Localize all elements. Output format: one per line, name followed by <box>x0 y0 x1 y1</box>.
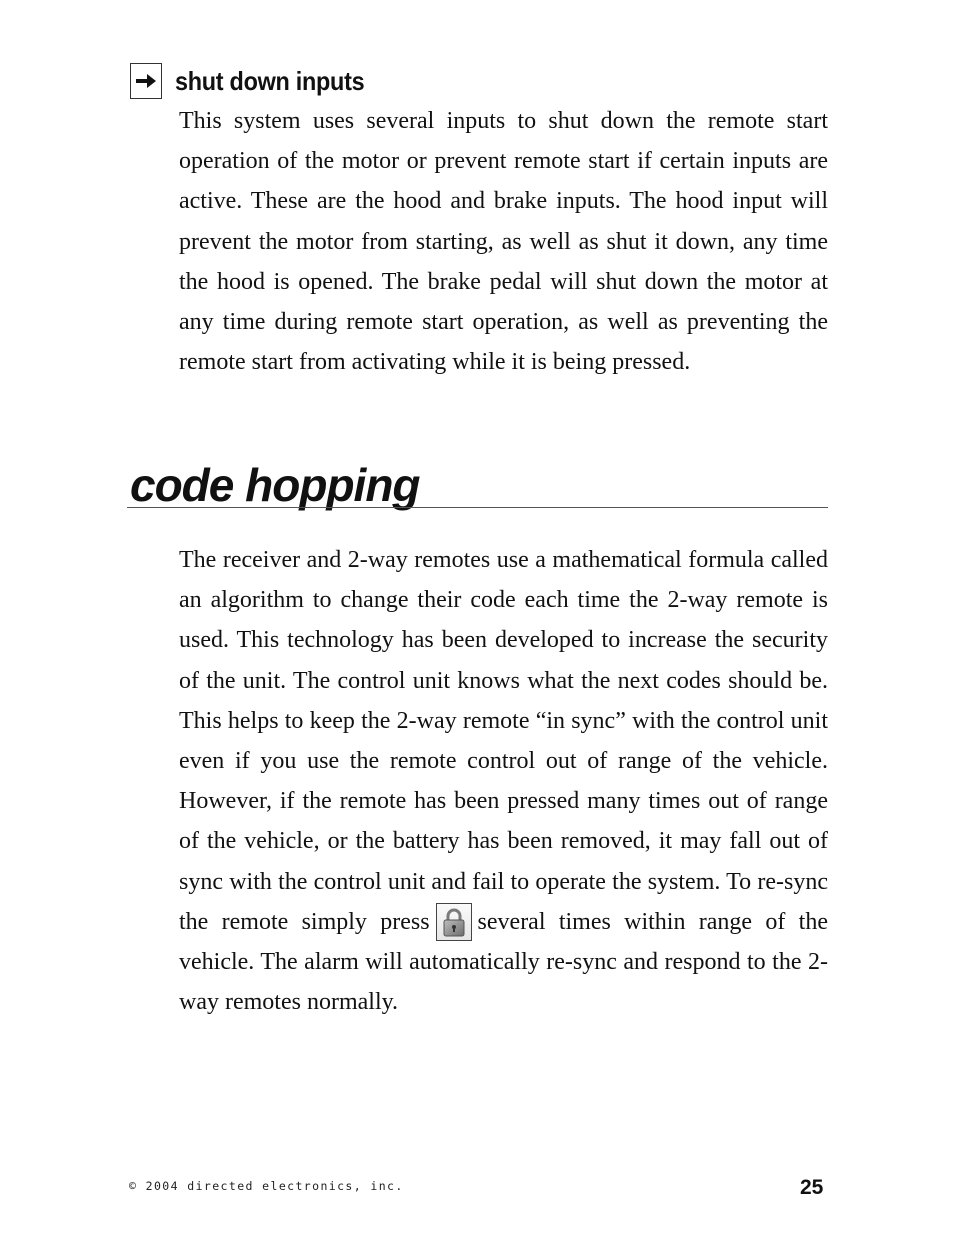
right-arrow-icon <box>130 63 162 99</box>
lock-button-icon <box>436 903 472 941</box>
shutdown-title: shut down inputs <box>175 65 365 96</box>
page-number: 25 <box>800 1176 824 1199</box>
shutdown-heading <box>130 61 385 101</box>
code-hopping-paragraph <box>179 540 828 1022</box>
code-hopping-text-part-1: The receiver and 2-way remotes use a mathematical formula called an algorithm to change their code each time the 2-way remote is used. This technology has been developed to increase the security of the unit. The control unit knows what the next codes should be. This helps to keep the 2-way remote “in sync” with the control unit even if you use the remote control out of range of the vehicle. However, if the remote has been pressed many times out of range of the vehicle, or the battery has been removed, it may fall out of sync with the control unit and fail to operate the system. To re-sync the remote simply press <box>179 547 828 935</box>
copyright-footer: © 2004 directed electronics, inc. <box>129 1179 404 1193</box>
code-hopping-text-part-2: several times within range of the vehicle. The alarm will automatically re-sync and respond to the 2-way remotes normally. <box>179 908 828 1016</box>
code-hopping-title: code hopping <box>130 459 420 511</box>
shutdown-paragraph: This system uses several inputs to shut down the remote start operation of the motor or prevent remote start if certain inputs are active. These are the hood and brake inputs. The hood input will prevent the motor from starting, as well as shut it down, any time the hood is opened. The brake pedal will shut down the motor at any time during remote start operation, as well as preventing the remote start from activating while it is being pressed. <box>179 108 828 376</box>
section-divider <box>127 507 828 508</box>
